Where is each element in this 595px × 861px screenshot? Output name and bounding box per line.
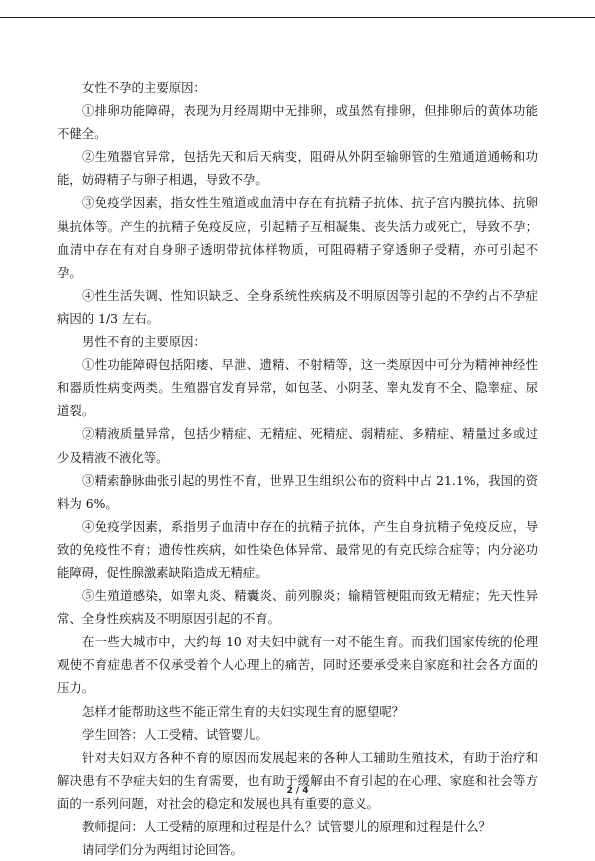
paragraph-male-immunology: ④免疫学因素，系指男子血清中存在的抗精子抗体，产生自身抗精子免疫反应，导致的免疫性不育；遗传性疾病，如性染色体异常、最常见的有克氏综合症等；内分泌功能障碍，促性腺激素缺陷造成无精症。: [57, 518, 538, 580]
paragraph-assisted-reproduction: 针对夫妇双方各种不育的原因而发展起来的各种人工辅助生殖技术，有助于治疗和解决患有不孕症夫妇的生育需要，也有助于缓解由不育引起的在心理、家庭和社会等方面的一系列问题，对社会的稳定和发展也具有重要的意义。: [57, 749, 538, 811]
paragraph-group-discussion: 请同学们分为两组讨论回答。: [82, 842, 244, 858]
paragraph-reproductive-organ-abnormality: ②生殖器官异常，包括先天和后天病变，阻碍从外阴至输卵管的生殖通道通畅和功能，妨碍精子与卵子相遇，导致不孕。: [57, 149, 538, 188]
paragraph-genital-infection: ⑤生殖道感染，如睾丸炎、精囊炎、前列腺炎；输精管梗阻而致无精症；先天性异常、全身性疾病及不明原因引起的不育。: [57, 588, 538, 627]
paragraph-student-answer: 学生回答：人工受精、试管婴儿。: [82, 726, 268, 742]
paragraph-question: 怎样才能帮助这些不能正常生育的夫妇实现生育的愿望呢？: [82, 703, 405, 719]
paragraph-semen-quality: ②精液质量异常，包括少精症、无精症、死精症、弱精症、多精症、精量过多或过少及精液不液化等。: [57, 426, 538, 465]
header-rule: [0, 17, 595, 18]
paragraph-city-statistics: 在一些大城市中，大约每 10 对夫妇中就有一对不能生育。而我们国家传统的伦理观使不育症患者不仅承受着个人心理上的痛苦，同时还要承受来自家庭和社会各方面的压力。: [57, 634, 538, 696]
page-number: 2 / 4: [286, 786, 309, 796]
document-body: [57, 76, 538, 861]
paragraph-female-causes-heading: 女性不孕的主要原因：: [82, 80, 206, 95]
paragraph-sexual-dysfunction: ①性功能障碍包括阳痿、早泄、遗精、不射精等，这一类原因中可分为精神神经性和器质性病变两类。生殖器官发育异常，如包茎、小阴茎、睾丸发育不全、隐睾症、尿道裂。: [57, 357, 538, 419]
paragraph-sexual-life-factors: ④性生活失调、性知识缺乏、全身系统性疾病及不明原因等引起的不孕约占不孕症病因的 1/3 左右。: [57, 287, 538, 326]
paragraph-male-causes-heading: 男性不育的主要原因：: [82, 334, 206, 350]
paragraph-teacher-question: 教师提问：人工受精的原理和过程是什么？试管婴儿的原理和过程是什么？: [82, 819, 491, 834]
paragraph-female-immunology: ③免疫学因素，指女性生殖道或血清中存在有抗精子抗体、抗子宫内膜抗体、抗卵巢抗体等。产生的抗精子免疫反应，引起精子互相凝集、丧失活力或死亡，导致不孕；血清中存在有对自身卵子透明带抗体样物质，可阻碍精子穿透卵子受精，亦可引起不孕。: [57, 195, 538, 280]
paragraph-ovulation-disorder: ①排卵功能障碍，表现为月经周期中无排卵，或虽然有排卵，但排卵后的黄体功能不健全。: [57, 103, 538, 142]
paragraph-varicocele: ③精索静脉曲张引起的男性不育，世界卫生组织公布的资料中占 21.1%，我国的资料为 6%。: [57, 472, 538, 511]
